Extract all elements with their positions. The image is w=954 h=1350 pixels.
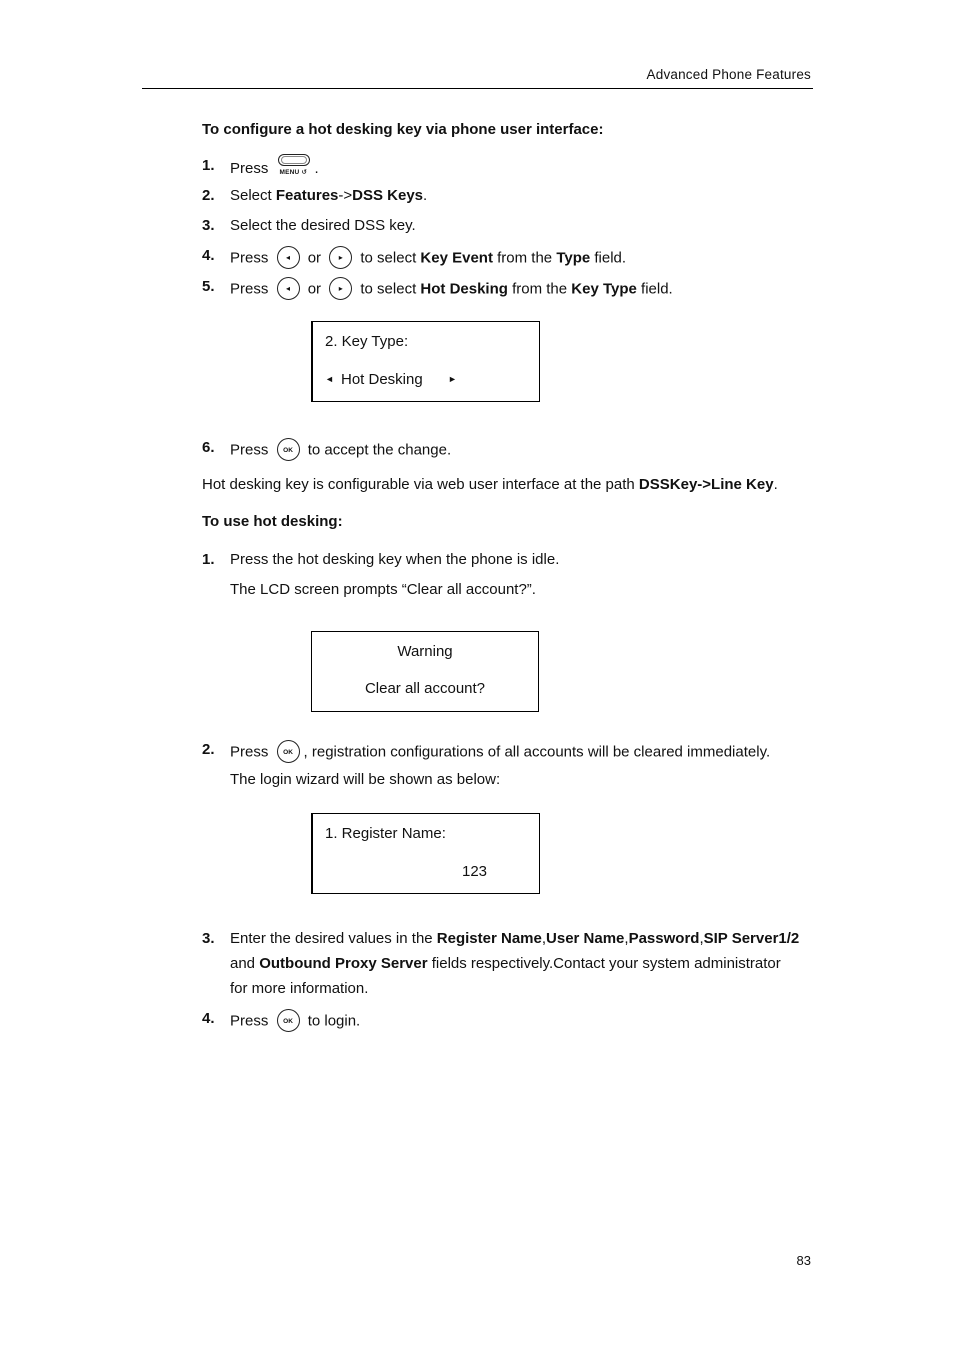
step-text: Press the hot desking key when the phone is idle. [230, 551, 560, 568]
step-text-or: or [307, 280, 322, 298]
step-number: 2. [202, 187, 215, 204]
lcd-left-arrow-icon: ◄ [325, 374, 334, 384]
step-text-end: . [423, 187, 428, 204]
step-text: Press [230, 1012, 269, 1030]
step-text: to accept the change. [307, 441, 452, 459]
step-text: Select [230, 187, 276, 204]
field-register-name: Register Name [436, 930, 542, 947]
lcd-warning-message: Clear all account? [364, 680, 486, 697]
ok-key-icon: OK [277, 740, 300, 763]
lcd-right-arrow-icon: ► [448, 374, 457, 384]
header-rule [142, 88, 813, 89]
field-sip-server: SIP Server1/2 [703, 930, 800, 947]
menu-key-label: MENU ↺ [279, 169, 308, 176]
step-text: Press [230, 441, 269, 459]
step-text-end: field. [590, 249, 627, 267]
step-text: Press [230, 280, 269, 298]
lcd-warning-screen [311, 631, 539, 712]
step-text-end: field. [636, 280, 673, 298]
step-text-end: . [314, 159, 319, 177]
step-text: Select the desired DSS key. [230, 217, 416, 234]
step-text: from the [507, 280, 572, 298]
step-number: 1. [202, 551, 215, 568]
type-field-label: Type [556, 249, 591, 267]
left-key-icon: ◂ [277, 246, 300, 269]
step-text: , registration configurations of all accounts will be cleared immediately. [303, 743, 771, 761]
running-header: Advanced Phone Features [646, 67, 811, 82]
step-number: 4. [202, 1010, 215, 1027]
right-key-icon: ▸ [329, 246, 352, 269]
ok-key-icon: OK [277, 438, 300, 461]
step-2-use-subtext: The login wizard will be shown as below: [230, 771, 501, 788]
section-heading-configure: To configure a hot desking key via phone user interface: [202, 121, 604, 138]
lcd-warning-title: Warning [397, 643, 453, 660]
note-text: Hot desking key is configurable via web user interface at the path [202, 476, 639, 493]
lcd-value-hot-desking: Hot Desking [341, 371, 423, 388]
lcd-key-type-screen [311, 321, 540, 402]
separator: , [624, 930, 629, 947]
menu-path-dss-keys: DSS Keys [352, 187, 424, 204]
step-text: from the [492, 249, 557, 267]
step-1-use-subtext: The LCD screen prompts “Clear all account?”. [230, 581, 536, 598]
hot-desking-label: Hot Desking [420, 280, 508, 298]
step-text: to login. [307, 1012, 361, 1030]
step-number: 3. [202, 930, 215, 947]
step-number: 4. [202, 247, 215, 264]
right-key-icon: ▸ [329, 277, 352, 300]
page-number: 83 [796, 1253, 811, 1268]
step-number: 6. [202, 439, 215, 456]
separator: , [699, 930, 704, 947]
step-text: Enter the desired values in the [230, 930, 437, 947]
step-text: fields respectively.Contact your system administrator [427, 955, 781, 972]
key-type-field-label: Key Type [571, 280, 637, 298]
ok-key-icon: OK [277, 1009, 300, 1032]
step-text: to select [360, 280, 421, 298]
step-text-or: or [307, 249, 322, 267]
step-text: Press [230, 159, 269, 177]
step-number: 2. [202, 741, 215, 758]
step-text: Press [230, 743, 269, 761]
field-user-name: User Name [546, 930, 625, 947]
web-path-dsskey-line-key: DSSKey->Line Key [638, 476, 774, 493]
step-3-use-line3: for more information. [230, 980, 369, 997]
step-text: and [230, 955, 260, 972]
path-arrow: -> [338, 187, 353, 204]
step-text: Press [230, 249, 269, 267]
key-event-label: Key Event [420, 249, 493, 267]
separator: , [541, 930, 547, 947]
step-number: 3. [202, 217, 215, 234]
lcd-register-value: 123 [462, 863, 488, 880]
web-config-note [202, 476, 778, 493]
step-3-use-line2 [230, 955, 781, 972]
lcd-line-register-name: 1. Register Name: [325, 825, 446, 842]
lcd-register-screen [311, 813, 540, 894]
left-key-icon: ◂ [277, 277, 300, 300]
lcd-line-key-type: 2. Key Type: [325, 333, 409, 350]
note-text-end: . [773, 476, 778, 493]
step-number: 1. [202, 157, 215, 174]
menu-path-features: Features [275, 187, 339, 204]
menu-key-icon [277, 154, 311, 178]
field-outbound-proxy-server: Outbound Proxy Server [259, 955, 428, 972]
step-text: to select [360, 249, 421, 267]
step-number: 5. [202, 278, 215, 295]
field-password: Password [628, 930, 700, 947]
section-heading-use: To use hot desking: [202, 513, 343, 530]
